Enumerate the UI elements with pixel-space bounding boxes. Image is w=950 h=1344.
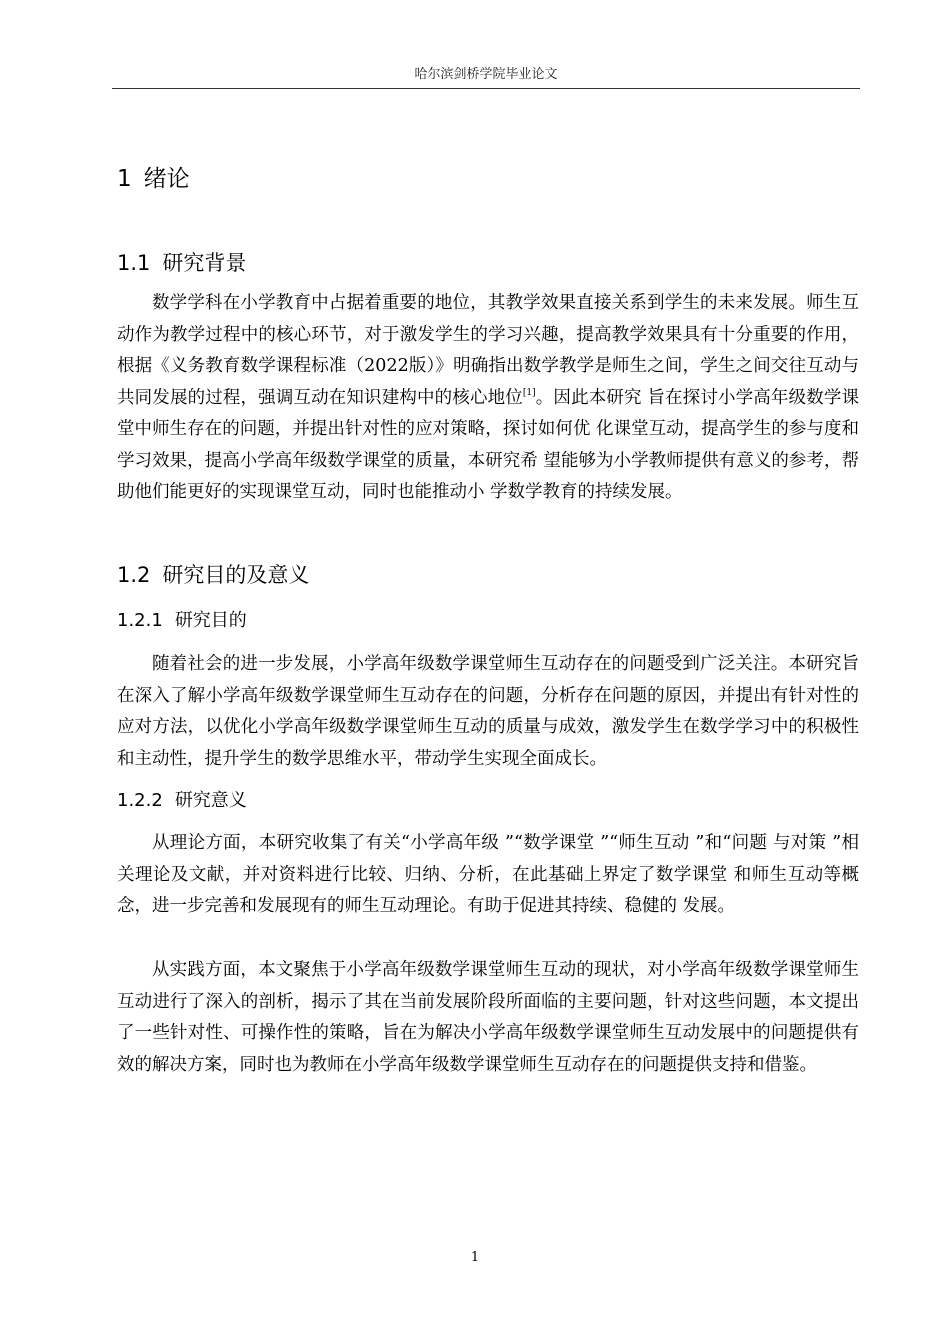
section-heading-1-2 bbox=[117, 561, 309, 589]
paragraph-purpose: 随着社会的进一步发展，小学高年级数学课堂师生互动存在的问题受到广泛关注。本研究旨在深入了解小学高年级数学课堂师生互动存在的问题，分析存在问题的原因，并提出有针对性的应对方法，以优化小学高年级数学课堂师生互动的质量与成效，激发学生在数学学习中的积极性和主动性，提升学生的数学思维水平，带动学生实现全面成长。 bbox=[117, 654, 859, 769]
section-title: 研究背景 bbox=[162, 251, 247, 275]
paragraph-text: 数学学科在小学教育中占据着重要的地位，其教学效果直接关系到学生的未来发展。师生互动作为教学过程中的核心环节，对于激发学生的学习兴趣，提高教学效果具有十分重要的作用，根据《义务教育数学课程标准（2022版）》明确指出数学教学是师生之间，学生之间交往互动与共同发展的过程，强调互动在知识建构中的核心地位 bbox=[117, 293, 859, 408]
paragraph-practice: 从实践方面，本文聚焦于小学高年级数学课堂师生互动的现状，对小学高年级数学课堂师生互动进行了深入的剖析，揭示了其在当前发展阶段所面临的主要问题，针对这些问题，本文提出了一些针对性、可操作性的策略，旨在为解决小学高年级数学课堂师生互动发展中的问题提供有效的解决方案，同时也为教师在小学高年级数学课堂师生互动存在的问题提供支持和借鉴。 bbox=[117, 960, 859, 1075]
section-title: 研究目的及意义 bbox=[162, 563, 310, 587]
subsection-heading-1-2-1 bbox=[117, 608, 247, 634]
paragraph-theory: 从理论方面，本研究收集了有关“小学高年级 ”“数学课堂 ”“师生互动 ”和“问题 与对策 ”相关理论及文献，并对资料进行比较、归纳、分析，在此基础上界定了数学课堂 和师生互动等概念，进一步完善和发展现有的师生互动理论。有助于促进其持续、稳健的 发展。 bbox=[117, 833, 859, 916]
page-header: 哈尔滨剑桥学院毕业论文 bbox=[414, 67, 558, 82]
section-number: 1.2 bbox=[117, 563, 151, 587]
chapter-number: 1 bbox=[117, 166, 132, 192]
section-heading-1-1 bbox=[117, 249, 246, 277]
subsection-title: 研究意义 bbox=[174, 790, 247, 811]
subsection-title: 研究目的 bbox=[174, 610, 247, 631]
citation-marker: [1] bbox=[522, 387, 536, 398]
chapter-title: 绪论 bbox=[143, 166, 190, 192]
chapter-heading bbox=[117, 164, 190, 194]
section-number: 1.1 bbox=[117, 251, 151, 275]
paragraph-background bbox=[117, 288, 859, 509]
header-divider bbox=[112, 88, 860, 89]
subsection-number: 1.2.2 bbox=[117, 790, 163, 811]
subsection-number: 1.2.1 bbox=[117, 610, 163, 631]
subsection-heading-1-2-2 bbox=[117, 788, 247, 814]
page-number: 1 bbox=[470, 1250, 480, 1265]
paragraph-text: 。因此本研究 旨在探讨小学高年级数学课堂中师生存在的问题，并提出针对性的应对策略，探讨如何优 化课堂互动，提高学生的参与度和学习效果，提高小学高年级数学课堂的质量，本研究希 望能够为小学教师提供有意义的参考，帮助他们能更好的实现课堂互动，同时也能推动小 学数学教育的持续发展。 bbox=[117, 387, 860, 502]
